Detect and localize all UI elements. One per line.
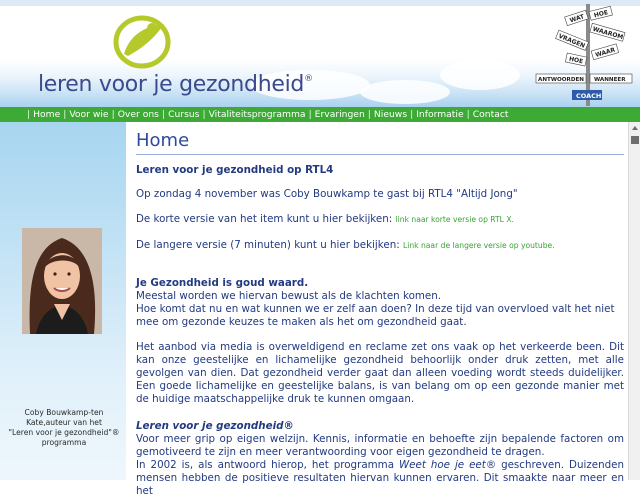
sign-text: WAAROM bbox=[591, 25, 624, 42]
caption-line: Coby Bouwkamp-ten bbox=[24, 408, 104, 417]
nav-item-vitaliteitsprogramma[interactable]: Vitaliteitsprogramma bbox=[208, 109, 306, 120]
sign-text: VRAGEN bbox=[557, 32, 586, 50]
scroll-up-arrow-icon[interactable] bbox=[631, 124, 639, 132]
nav-separator: | bbox=[410, 109, 414, 120]
rtl-intro: Op zondag 4 november was Coby Bouwkamp te gast bij RTL4 "Altijd Jong" bbox=[136, 188, 518, 200]
short-version-link[interactable]: link naar korte versie op RTL X. bbox=[395, 215, 514, 224]
scroll-thumb[interactable] bbox=[631, 136, 639, 144]
long-version-link[interactable]: Link naar de langere versie op youtube. bbox=[403, 241, 555, 250]
nav-separator: | bbox=[111, 109, 115, 120]
sign-text: HOE bbox=[593, 9, 609, 20]
main-content bbox=[126, 122, 628, 497]
portrait-photo bbox=[22, 228, 102, 334]
cloud-decoration bbox=[440, 60, 520, 90]
brand-name[interactable] bbox=[38, 72, 313, 97]
nav-separator: | bbox=[27, 109, 31, 120]
site-header bbox=[0, 0, 640, 107]
nav-item-informatie[interactable]: Informatie bbox=[416, 109, 464, 120]
caption-line: programma bbox=[41, 438, 87, 447]
nav-separator: | bbox=[161, 109, 166, 120]
title-divider bbox=[136, 154, 624, 155]
brand-text: leren voor je gezondheid bbox=[38, 72, 305, 97]
short-version-line bbox=[136, 213, 624, 226]
program-heading: Leren voor je gezondheid® bbox=[136, 420, 294, 432]
nav-item-cursus[interactable]: Cursus bbox=[168, 109, 200, 120]
sign-text: WAAR bbox=[594, 46, 617, 59]
media-paragraph: Het aanbod via media is overweldigend en reclame zet ons vaak op het verkeerde been. Dit kan onze geestelijke en lichamelijke gezondheid behoorlijk onder druk zetten, met alle gevolgen van dien. Dat gezondheid verder gaat dan alleen voeding wordt steeds duidelijker. Een goede lichamelijke en geestelijke balans, is van belang om op een gezonde manier met de huidige maatschappelijke druk te kunnen omgaan. bbox=[136, 341, 624, 405]
rtl-heading: Leren voor je gezondheid op RTL4 bbox=[136, 164, 334, 176]
nav-separator: | bbox=[202, 109, 206, 120]
sign-text: WANNEER bbox=[594, 77, 626, 83]
health-paragraph: Hoe komt dat nu en wat kunnen we er zelf aan doen? In deze tijd van overvloed valt het niet mee om gezonde keuzes te maken als het om gezondheid gaat. bbox=[136, 303, 615, 328]
nav-item-nieuws[interactable]: Nieuws bbox=[373, 109, 408, 120]
program-paragraph: Voor meer grip op eigen welzijn. Kennis, informatie en behoefte zijn bepalende factoren om gemotiveerd te zijn en meer verantwoording voor eigen gezondheid te dragen. bbox=[136, 433, 624, 458]
left-sidebar bbox=[0, 122, 126, 480]
nav-separator: | bbox=[367, 109, 371, 120]
long-version-line bbox=[136, 239, 624, 252]
program-paragraph-2: In 2002 is, als antwoord hierop, het programma Weet hoe je eet® geschreven. Duizenden mensen hebben de positieve resultaten hiervan kunnen ervaren. Dit smaakte naar meer en het bbox=[136, 459, 624, 497]
health-heading: Je Gezondheid is goud waard. bbox=[136, 277, 309, 289]
signpost-illustration bbox=[530, 0, 640, 107]
leaf-person-logo-icon[interactable] bbox=[112, 14, 176, 70]
nav-item-home[interactable]: Home bbox=[33, 109, 61, 120]
nav-item-contact[interactable]: Contact bbox=[472, 109, 509, 120]
nav-item-over-ons[interactable]: Over ons bbox=[117, 109, 159, 120]
short-version-text: De korte versie van het item kunt u hier bekijken: bbox=[136, 213, 393, 225]
nav-separator: | bbox=[466, 109, 470, 120]
caption-line: Kate,auteur van het bbox=[26, 418, 102, 427]
long-version-text: De langere versie (7 minuten) kunt u hier bekijken: bbox=[136, 239, 400, 251]
main-nav bbox=[0, 107, 640, 122]
sign-text: WAT bbox=[569, 13, 586, 25]
nav-item-voor-wie[interactable]: Voor wie bbox=[69, 109, 109, 120]
caption-line: "Leren voor je gezondheid"® bbox=[8, 428, 120, 437]
sign-text: COACH bbox=[576, 92, 602, 100]
page-scrollbar[interactable] bbox=[628, 122, 640, 480]
brand-registered-mark: ® bbox=[304, 74, 313, 84]
sign-text: HOE bbox=[568, 55, 584, 66]
health-line: Meestal worden we hiervan bewust als de klachten komen. bbox=[136, 290, 442, 302]
sign-text: ANTWOORDEN bbox=[538, 77, 584, 83]
cloud-decoration bbox=[360, 80, 450, 104]
nav-separator: | bbox=[63, 109, 67, 120]
nav-item-ervaringen[interactable]: Ervaringen bbox=[314, 109, 365, 120]
photo-caption bbox=[8, 408, 120, 448]
nav-separator: | bbox=[308, 109, 312, 120]
author-photo bbox=[22, 228, 102, 334]
page-title: Home bbox=[136, 130, 190, 151]
